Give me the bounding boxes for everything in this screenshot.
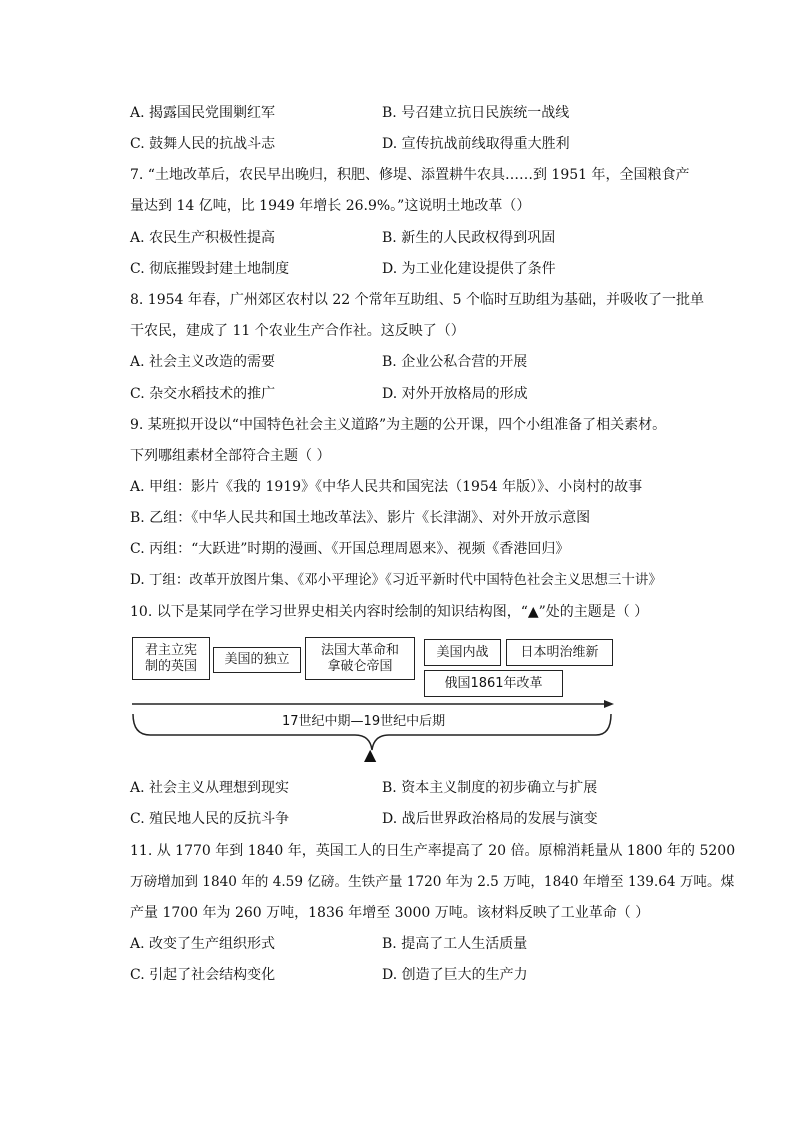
box-american-independence: 美国的独立 [213,647,301,673]
q7-option-a: A. 农民生产积极性提高 [130,230,276,246]
timeline-period-label: 17世纪中期—19世纪中后期 [282,714,446,729]
q11-stem-line3: 产量 1700 年为 260 万吨，1836 年增至 3000 万吨。该材料反映了工业革命（ ） [130,905,650,921]
q8-option-d: D. 对外开放格局的形成 [382,386,528,402]
q9-stem-line1: 9. 某班拟开设以“中国特色社会主义道路”为主题的公开课，四个小组准备了相关素材。 [130,417,667,433]
q8-stem-line2: 干农民，建成了 11 个农业生产合作社。这反映了（） [130,323,465,339]
box-french-line1: 法国大革命和 [320,642,399,658]
box-meiji-restoration: 日本明治维新 [506,639,613,666]
triangle-marker: ▲ [364,745,377,764]
q10-option-b: B. 资本主义制度的初步确立与扩展 [382,780,598,796]
q10-stem-line1: 10. 以下是某同学在学习世界史相关内容时绘制的知识结构图，“▲”处的主题是（ ） [130,604,649,620]
q7-option-b: B. 新生的人民政权得到巩固 [382,230,556,246]
q9-stem-line2: 下列哪组素材全部符合主题（ ） [130,448,331,464]
q9-option-c: C. 丙组：“大跃进”时期的漫画、《开国总理周恩来》、视频《香港回归》 [130,541,570,557]
q8-option-c: C. 杂交水稻技术的推广 [130,386,276,402]
q6-option-b: B. 号召建立抗日民族统一战线 [382,105,570,121]
box-russian-reform-1861: 俄国1861年改革 [424,670,563,697]
q7-option-c: C. 彻底摧毁封建土地制度 [130,261,290,277]
q6-option-d: D. 宣传抗战前线取得重大胜利 [382,136,570,152]
q11-stem-line2: 万磅增加到 1840 年的 4.59 亿磅。生铁产量 1720 年为 2.5 万吨，1840 年增至 139.64 万吨。煤 [130,874,735,890]
q11-option-a: A. 改变了生产组织形式 [130,936,276,952]
q6-option-c: C. 鼓舞人民的抗战斗志 [130,136,276,152]
timeline-arrow-head [604,700,614,708]
q6-option-a: A. 揭露国民党围剿红军 [130,105,276,121]
q9-option-a: A. 甲组：影片《我的 1919》《中华人民共和国宪法（1954 年版）》、小岗村的故事 [130,479,643,495]
q8-stem-line1: 8. 1954 年春，广州郊区农村以 22 个常年互助组、5 个临时互助组为基础，并吸收了一批单 [130,292,704,308]
box-american-civil-war: 美国内战 [424,639,501,666]
box-french-line2: 拿破仑帝国 [327,658,393,674]
q11-option-c: C. 引起了社会结构变化 [130,967,276,983]
q11-option-b: B. 提高了工人生活质量 [382,936,528,952]
q7-stem-line1: 7. “土地改革后，农民早出晚归，积肥、修堤、添置耕牛农具……到 1951 年，全国粮食产 [130,167,690,183]
q11-option-d: D. 创造了巨大的生产力 [382,967,528,983]
q9-option-d: D. 丁组：改革开放图片集、《邓小平理论》《习近平新时代中国特色社会主义思想三十讲》 [130,572,662,588]
q10-option-d: D. 战后世界政治格局的发展与演变 [382,811,598,827]
q10-option-c: C. 殖民地人民的反抗斗争 [130,811,290,827]
q8-option-b: B. 企业公私合营的开展 [382,354,528,370]
box-british-line2: 制的英国 [144,658,197,674]
q8-option-a: A. 社会主义改造的需要 [130,354,276,370]
q10-option-a: A. 社会主义从理想到现实 [130,780,290,796]
box-british-line1: 君主立宪 [144,642,197,658]
q7-stem-line2: 量达到 14 亿吨，比 1949 年增长 26.9%。”这说明土地改革（） [130,198,531,214]
q11-stem-line1: 11. 从 1770 年到 1840 年，英国工人的日生产率提高了 20 倍。原棉消耗量从 1800 年的 5200 [130,843,736,859]
q9-option-b: B. 乙组：《中华人民共和国土地改革法》、影片《长津湖》、对外开放示意图 [130,510,591,526]
q7-option-d: D. 为工业化建设提供了条件 [382,261,556,277]
